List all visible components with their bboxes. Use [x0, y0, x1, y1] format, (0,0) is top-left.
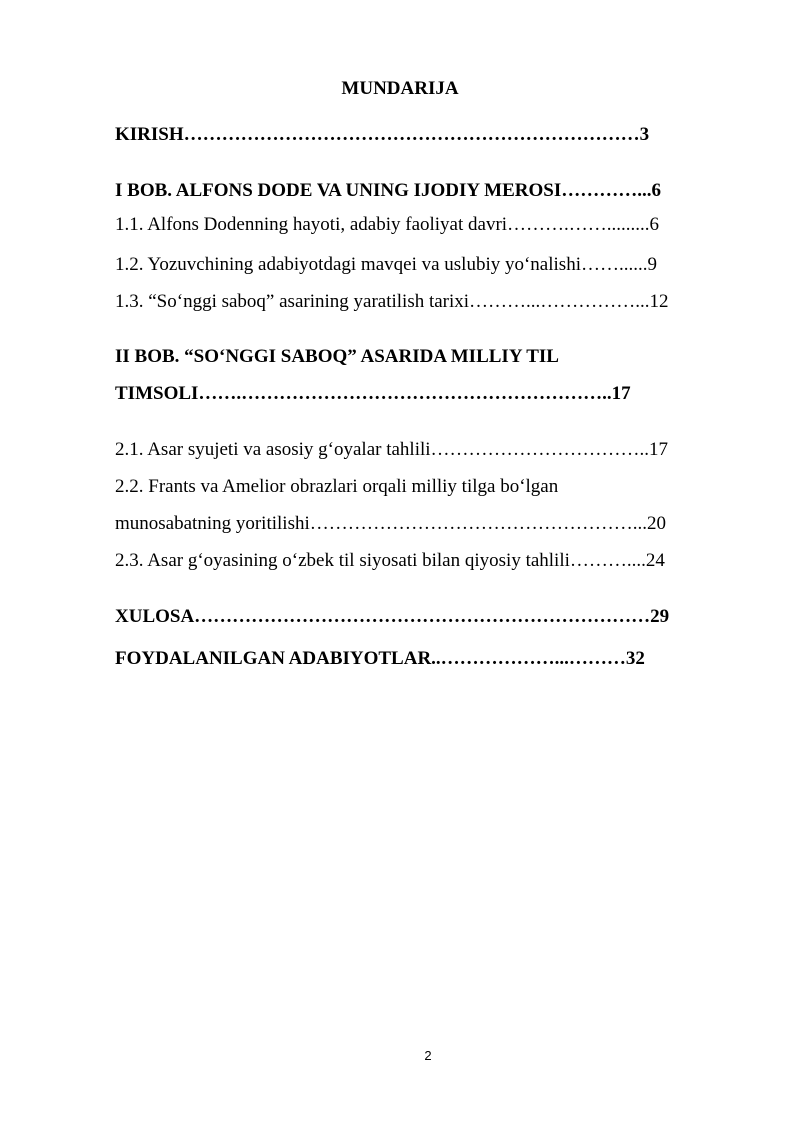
toc-chapter-1: I BOB. ALFONS DODE VA UNING IJODIY MEROSI…………...6	[115, 180, 661, 201]
toc-section-1-1: 1.1. Alfons Dodenning hayoti, adabiy faoliyat davri……….…….........6	[115, 214, 660, 235]
toc-chapter-2-line-2: TIMSOLI…….…………………………………………………..17	[115, 383, 631, 404]
page-number: 2	[424, 1048, 432, 1063]
toc-entry-xulosa: XULOSA………………………………………………………………29	[115, 606, 670, 627]
toc-entry-kirish: KIRISH………………………………………………………………3	[115, 124, 650, 145]
toc-section-1-2: 1.2. Yozuvchining adabiyotdagi mavqei va uslubiy yo‘nalishi……......9	[115, 254, 657, 275]
toc-section-2-2-line-2: munosabatning yoritilishi……………………………………………...20	[115, 513, 666, 534]
toc-section-2-2-line-1: 2.2. Frants va Amelior obrazlari orqali milliy tilga bo‘lgan	[115, 476, 559, 497]
toc-section-2-3: 2.3. Asar g‘oyasining o‘zbek til siyosati bilan qiyosiy tahlili………....24	[115, 550, 665, 571]
toc-section-2-1: 2.1. Asar syujeti va asosiy g‘oyalar tahlili……………………………..17	[115, 439, 669, 460]
toc-entry-adabiyotlar: FOYDALANILGAN ADABIYOTLAR..………………...………32	[115, 648, 645, 669]
toc-section-1-3: 1.3. “So‘nggi saboq” asarining yaratilish tarixi………...……………...12	[115, 291, 669, 312]
page-title: MUNDARIJA	[341, 78, 459, 99]
toc-chapter-2-line-1: II BOB. “SO‘NGGI SABOQ” ASARIDA MILLIY TIL	[115, 346, 559, 367]
